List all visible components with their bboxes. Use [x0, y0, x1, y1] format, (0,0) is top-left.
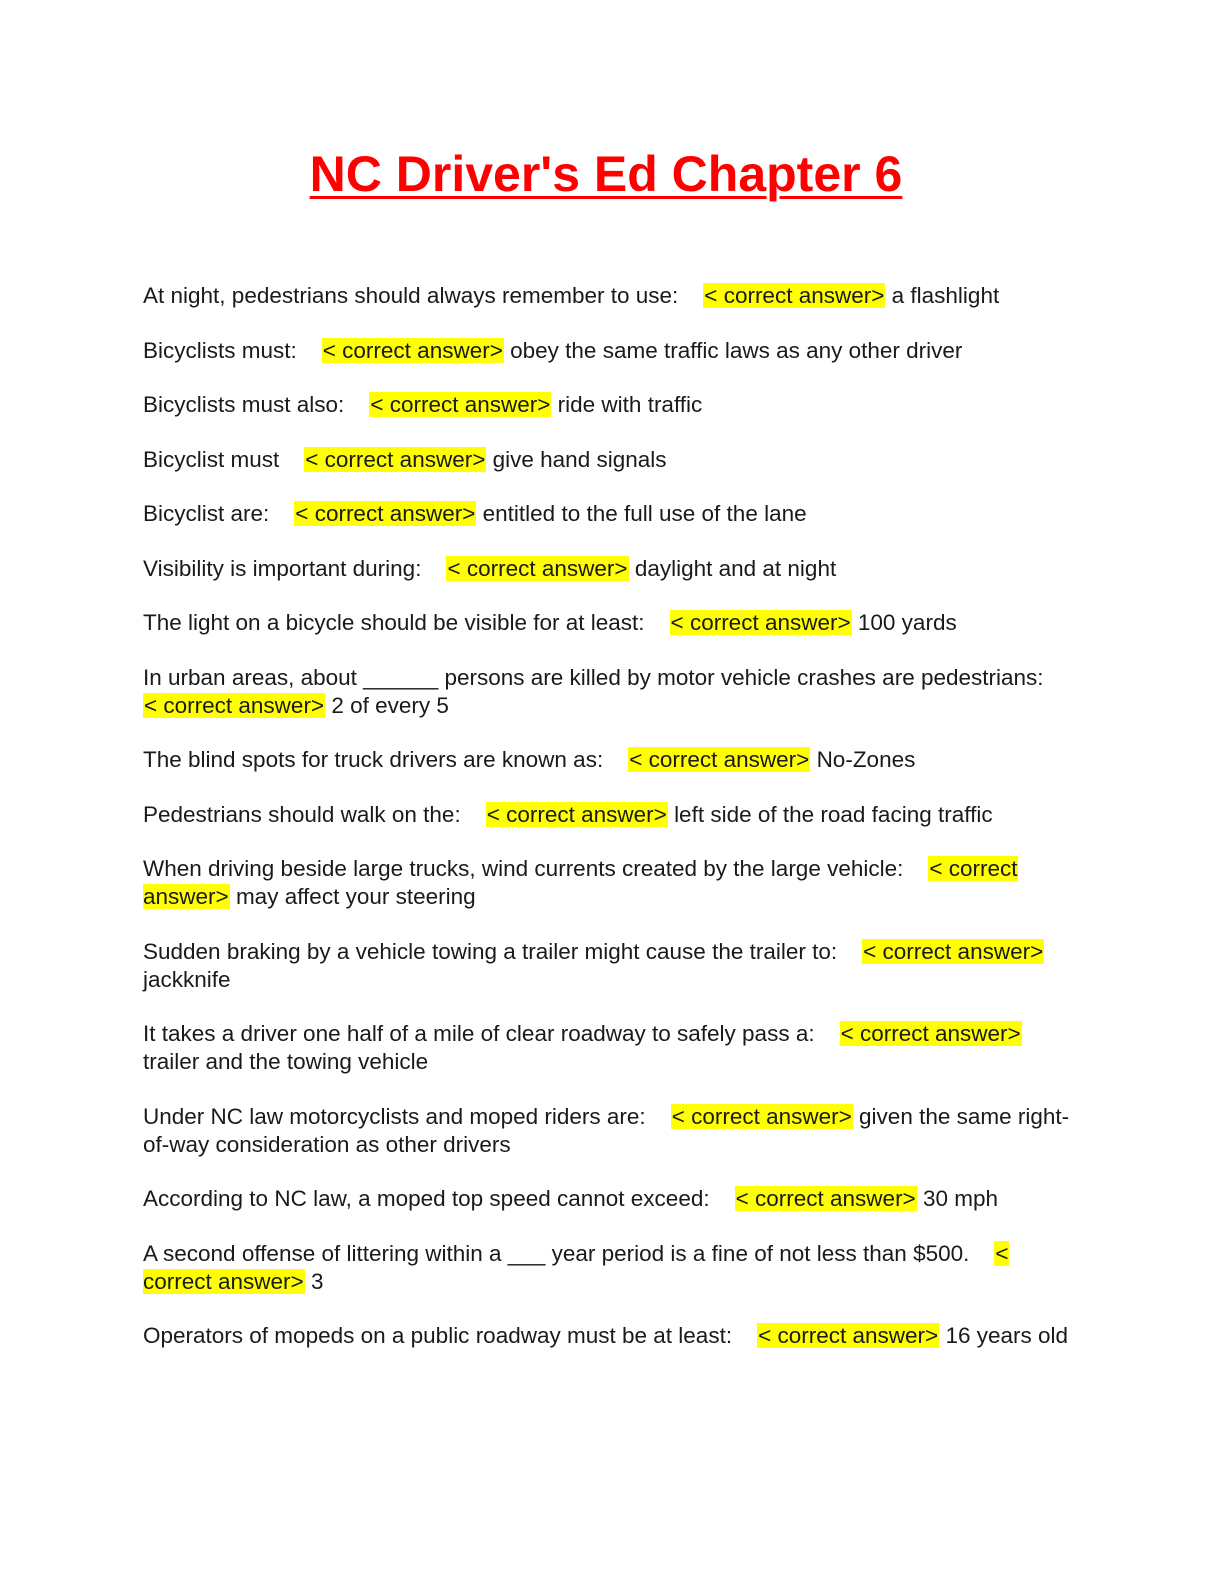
- qa-item: [143, 1322, 1073, 1350]
- correct-answer-marker: < correct answer>: [486, 801, 667, 827]
- answer-text: No-Zones: [816, 747, 916, 772]
- correct-answer-marker: < correct answer>: [671, 1103, 852, 1129]
- qa-list: [143, 282, 1073, 1377]
- question-text: Bicyclist are:: [143, 501, 270, 526]
- page-title: [0, 142, 1212, 206]
- correct-answer-marker: < correct answer>: [863, 938, 1044, 964]
- qa-item: [143, 664, 1073, 720]
- answer-text: daylight and at night: [634, 555, 837, 581]
- correct-answer-marker: < correct answer>: [735, 1186, 916, 1211]
- question-text: Bicyclists must:: [143, 337, 297, 363]
- qa-item: [143, 446, 1073, 474]
- qa-item: [143, 1240, 1073, 1296]
- correct-answer-marker: < correct answer>: [143, 856, 1018, 909]
- question-text: According to NC law, a moped top speed cannot exceed:: [143, 1186, 710, 1211]
- question-text: When driving beside large trucks, wind currents created by the large vehicle:: [143, 856, 904, 881]
- correct-answer-marker: < correct answer>: [322, 337, 503, 363]
- answer-text: may affect your steering: [235, 884, 476, 909]
- question-text: Sudden braking by a vehicle towing a trailer might cause the trailer to:: [143, 938, 838, 964]
- question-text: A second offense of littering within a ___ year period is a fine of not less than $500.: [143, 1240, 970, 1266]
- answer-text: trailer and the towing vehicle: [143, 1049, 429, 1074]
- question-text: Operators of mopeds on a public roadway must be at least:: [143, 1323, 733, 1348]
- correct-answer-marker: < correct answer>: [670, 610, 851, 635]
- answer-text: a flashlight: [891, 283, 1000, 308]
- correct-answer-marker: < correct answer>: [305, 446, 486, 472]
- qa-item: [143, 938, 1073, 994]
- correct-answer-marker: < correct answer>: [295, 501, 476, 526]
- question-text: Bicyclists must also:: [143, 392, 345, 417]
- answer-text: jackknife: [143, 966, 231, 992]
- answer-text: left side of the road facing traffic: [674, 801, 993, 827]
- answer-text: 16 years old: [945, 1323, 1069, 1348]
- qa-item: [143, 609, 1073, 637]
- qa-item: [143, 855, 1073, 911]
- qa-item: [143, 1185, 1073, 1213]
- qa-item: [143, 801, 1073, 829]
- answer-text: ride with traffic: [557, 392, 703, 417]
- correct-answer-marker: < correct answer>: [144, 692, 325, 718]
- qa-item: [143, 282, 1073, 310]
- qa-item: [143, 337, 1073, 365]
- correct-answer-marker: < correct answer>: [629, 747, 810, 772]
- qa-item: [143, 555, 1073, 583]
- qa-item: [143, 746, 1073, 774]
- answer-text: 2 of every 5: [331, 692, 449, 718]
- answer-text: obey the same traffic laws as any other driver: [510, 337, 963, 363]
- question-text: Pedestrians should walk on the:: [143, 801, 461, 827]
- answer-text: 30 mph: [922, 1186, 999, 1211]
- correct-answer-marker: < correct answer>: [840, 1021, 1021, 1046]
- answer-text: 3: [310, 1268, 324, 1294]
- correct-answer-marker: < correct answer>: [143, 1240, 1009, 1294]
- question-text: In urban areas, about ______ persons are killed by motor vehicle crashes are pedestrians:: [143, 664, 1044, 690]
- question-text: The light on a bicycle should be visible for at least:: [143, 610, 645, 635]
- correct-answer-marker: < correct answer>: [447, 555, 628, 581]
- answer-text: give hand signals: [492, 446, 667, 472]
- question-text: Under NC law motorcyclists and moped riders are:: [143, 1103, 646, 1129]
- answer-text: 100 yards: [857, 610, 957, 635]
- qa-item: [143, 500, 1073, 528]
- qa-item: [143, 391, 1073, 419]
- correct-answer-marker: < correct answer>: [370, 392, 551, 417]
- answer-text: entitled to the full use of the lane: [482, 501, 807, 526]
- answer-text: given the same right-of-way consideration as other drivers: [143, 1103, 1070, 1157]
- correct-answer-marker: < correct answer>: [758, 1323, 939, 1348]
- qa-item: [143, 1103, 1073, 1159]
- qa-item: [143, 1020, 1073, 1076]
- question-text: The blind spots for truck drivers are known as:: [143, 747, 604, 772]
- correct-answer-marker: < correct answer>: [704, 283, 885, 308]
- question-text: Bicyclist must: [143, 446, 280, 472]
- question-text: It takes a driver one half of a mile of clear roadway to safely pass a:: [143, 1021, 815, 1046]
- question-text: Visibility is important during:: [143, 555, 422, 581]
- question-text: At night, pedestrians should always remember to use:: [143, 283, 679, 308]
- page-title-text: NC Driver's Ed Chapter 6: [309, 146, 903, 202]
